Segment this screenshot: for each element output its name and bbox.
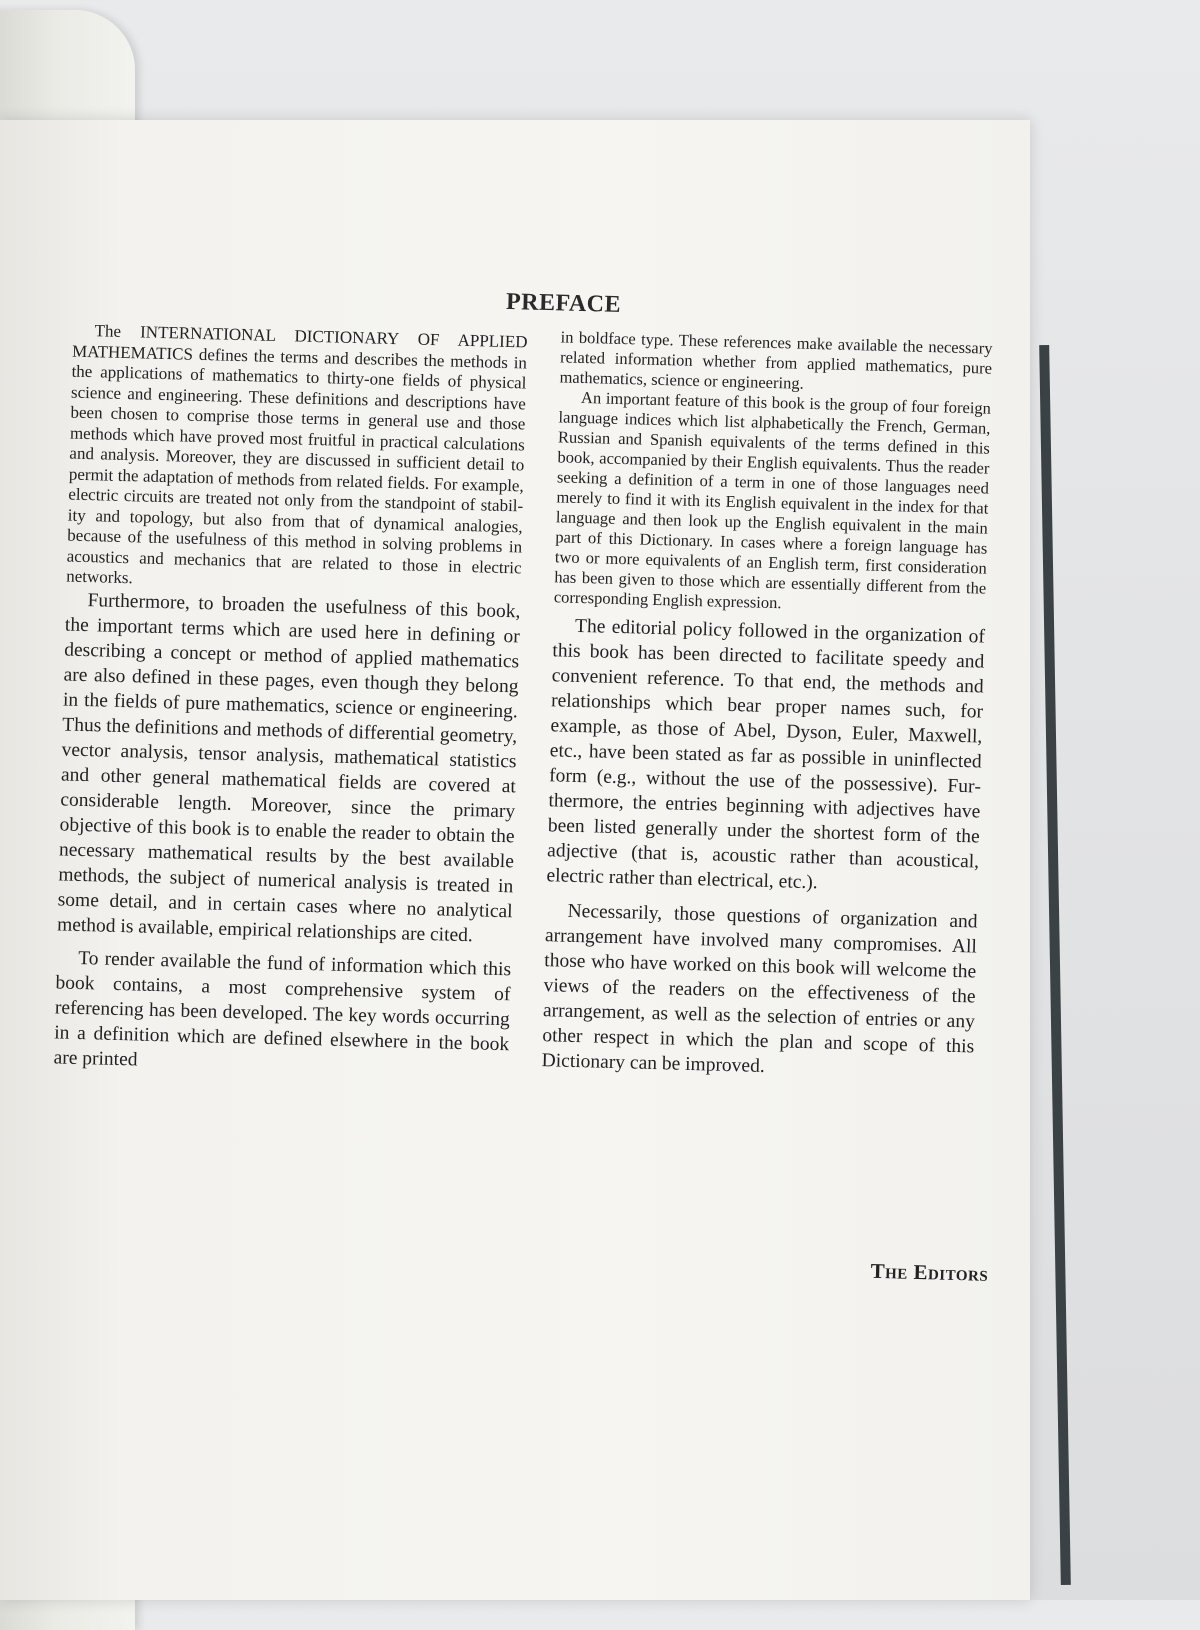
paragraph-foreign-indices: An important feature of this book is the group of four foreign language indices which list alphabetically the French, German, Russian and Spanish equivalents of the terms defined in this book, accompanied by their English equivalents. Thus the reader seeking a definition of a term in one of those languages need merely to find it with its English equivalent in the index for that language and then look up the English equivalent in the main part of this Dictionary. In cases where a foreign language has two or more equivalents of an English term, first consideration has been given to those which are essentially different from the corresponding English expression. xyxy=(553,387,992,613)
paragraph-referencing: To render available the fund of information which this book contains, a most comprehensive system of referencing has been developed. The key words occurring in a definition which are defined elsewhere in the book are printed xyxy=(53,947,512,1071)
book-page xyxy=(0,120,1030,1600)
paragraph-intro: The INTERNATIONAL DICTIONARY OF APPLIED MATHEMATICS defines the terms and describes the methods in the applications of mathematics to thirty-one fields of physical science and engineering. These definitions and descriptions have been chosen to comprise those terms in general use and those methods which have proved most fruitful in practical calculations and analysis. Moreover, they are discussed in sufficient detail to permit the adaptation of methods from related fields. For example, electric circuits are treated not only from the standpoint of stability and topology, but also from that of dynamical analogies, because of the usefulness of this method in solving problems in acoustics and mechanics that are related to those in electric networks. xyxy=(65,321,528,588)
page-content xyxy=(0,106,1048,1612)
paragraph-compromises: Necessarily, those questions of organization and arrangement have involved many compromises. All those who have worked on this book will welcome the views of the readers on the effectiveness of the arrangement, as well as the selection of entries or any other respect in which the plan and scope of this Dictionary can be improved. xyxy=(541,900,978,1077)
paragraph-boldface: in boldface type. These references make available the necessary related information whether from applied mathematics, pure mathematics, science or engineering. xyxy=(559,327,993,393)
paragraph-editorial-policy: The editorial policy followed in the organization of this book has been directed to facilitate speedy and convenient reference. To that end, the methods and relationships which bear proper names such, for example, as those of Abel, Dyson, Euler, Maxwell, etc., have been stated as far as possible in uninflected form (e.g., without the use of the possessive). Furthermore, the entries beginning with adjectives have been listed generally under the shortest form of the adjective (that is, acoustic rather than acoustical, electric rather than electrical, etc.). xyxy=(546,615,986,894)
right-column xyxy=(541,327,992,1084)
signature: The Editors xyxy=(870,1258,989,1286)
page-title: PREFACE xyxy=(505,288,622,318)
book-cover-edge xyxy=(1039,345,1071,1585)
paragraph-furthermore: Furthermore, to broaden the usefulness of this book, the important terms which are used here in defining or describing a concept or method of applied mathematics are also defined in these pages, even though they belong in the fields of pure mathematics, science or engineering. Thus the definitions and methods of differential geometry, vector analysis, tensor analysis, mathematical statistics and other general mathematical fields are covered at considerable length. Moreover, since the primary objective of this book is to enable the reader to obtain the necessary mathematical results by the best available methods, the subject of numerical analysis is treated in some detail, and in certain cases where no analytical method is available, empirical relationships are cited. xyxy=(56,589,521,946)
left-column xyxy=(53,321,527,1082)
